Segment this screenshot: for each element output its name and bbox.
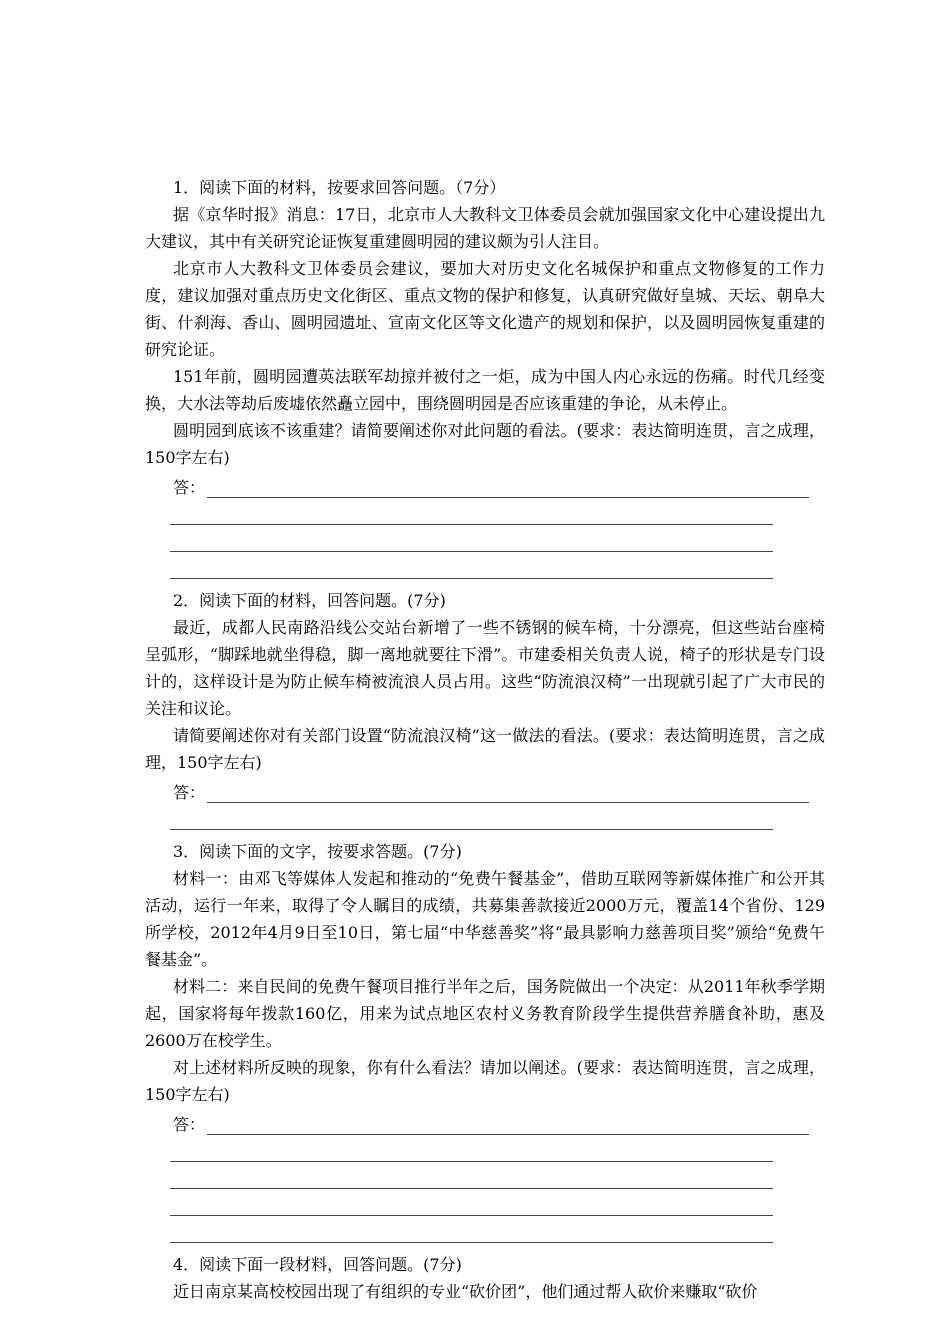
paragraph: 近日南京某高校校园出现了有组织的专业“砍价团”，他们通过帮人砍价来赚取“砍价 [173, 1282, 758, 1301]
paragraph: 151年前，圆明园遭英法联军劫掠并被付之一炬，成为中国人内心永远的伤痛。时代几经变换，大水法等劫后废墟依然矗立园中，围绕圆明园是否应该重建的争论，从未停止。 [145, 367, 825, 413]
question-3 [145, 838, 825, 1243]
answer-line[interactable] [170, 1135, 773, 1162]
answer-label: 答： [173, 783, 206, 802]
question-title: 1．阅读下面的材料，按要求回答问题。（7分） [173, 178, 506, 197]
question-1 [145, 174, 825, 579]
answer-line[interactable] [170, 525, 773, 552]
question-title: 4．阅读下面一段材料，回答问题。(7分) [173, 1255, 462, 1274]
question-title: 2．阅读下面的材料，回答问题。(7分) [173, 591, 446, 610]
answer-label: 答： [173, 478, 206, 497]
answer-line[interactable] [170, 498, 773, 525]
answer-line[interactable] [170, 803, 773, 830]
paragraph: 据《京华时报》消息：17日，北京市人大教科文卫体委员会就加强国家文化中心建设提出九大建议，其中有关研究论证恢复重建圆明园的建议颇为引人注目。 [145, 205, 825, 251]
paragraph: 材料二：来自民间的免费午餐项目推行半年之后，国务院做出一个决定：从2011年秋季学期起，国家将每年拨款160亿，用来为试点地区农村义务教育阶段学生提供营养膳食补助，惠及2600万在校学生。 [145, 977, 825, 1050]
paragraph: 圆明园到底该不该重建？请简要阐述你对此问题的看法。(要求：表达简明连贯，言之成理，150字左右) [145, 421, 825, 467]
answer-line[interactable] [170, 1162, 773, 1189]
paragraph: 对上述材料所反映的现象，你有什么看法？请加以阐述。(要求：表达简明连贯，言之成理，150字左右) [145, 1058, 825, 1104]
paragraph: 最近，成都人民南路沿线公交站台新增了一些不锈钢的候车椅，十分漂亮，但这些站台座椅呈弧形，“脚踩地就坐得稳，脚一离地就要往下滑”。市建委相关负责人说，椅子的形状是专门设计的，这样设计是为防止候车椅被流浪人员占用。这些“防流浪汉椅”一出现就引起了广大市民的关注和议论。 [145, 618, 825, 718]
answer-label: 答： [173, 1115, 206, 1134]
paragraph: 北京市人大教科文卫体委员会建议，要加大对历史文化名城保护和重点文物修复的工作力度，建议加强对重点历史文化街区、重点文物的保护和修复，认真研究做好皇城、天坛、朝阜大街、什刹海、香山、圆明园遗址、宣南文化区等文化遗产的规划和保护，以及圆明园恢复重建的研究论证。 [145, 259, 825, 359]
answer-line[interactable] [170, 1216, 773, 1243]
answer-line[interactable] [170, 1189, 773, 1216]
answer-row [145, 471, 825, 498]
answer-line[interactable] [207, 784, 809, 803]
question-title: 3．阅读下面的文字，按要求答题。(7分) [173, 842, 462, 861]
question-4 [145, 1251, 825, 1305]
answer-row [145, 1108, 825, 1135]
answer-line[interactable] [170, 552, 773, 579]
answer-line[interactable] [207, 1116, 809, 1135]
question-2 [145, 587, 825, 830]
document-body [145, 170, 825, 1313]
paragraph: 请简要阐述你对有关部门设置“防流浪汉椅”这一做法的看法。(要求：表达简明连贯，言之成理，150字左右) [145, 726, 825, 772]
paragraph: 材料一：由邓飞等媒体人发起和推动的“免费午餐基金”，借助互联网等新媒体推广和公开其活动，运行一年来，取得了令人瞩目的成绩，共募集善款接近2000万元，覆盖14个省份、129所学校，2012年4月9日至10日，第七届“中华慈善奖”将“最具影响力慈善项目奖”颁给“免费午餐基金”。 [145, 869, 825, 969]
answer-row [145, 776, 825, 803]
answer-line[interactable] [207, 479, 809, 498]
